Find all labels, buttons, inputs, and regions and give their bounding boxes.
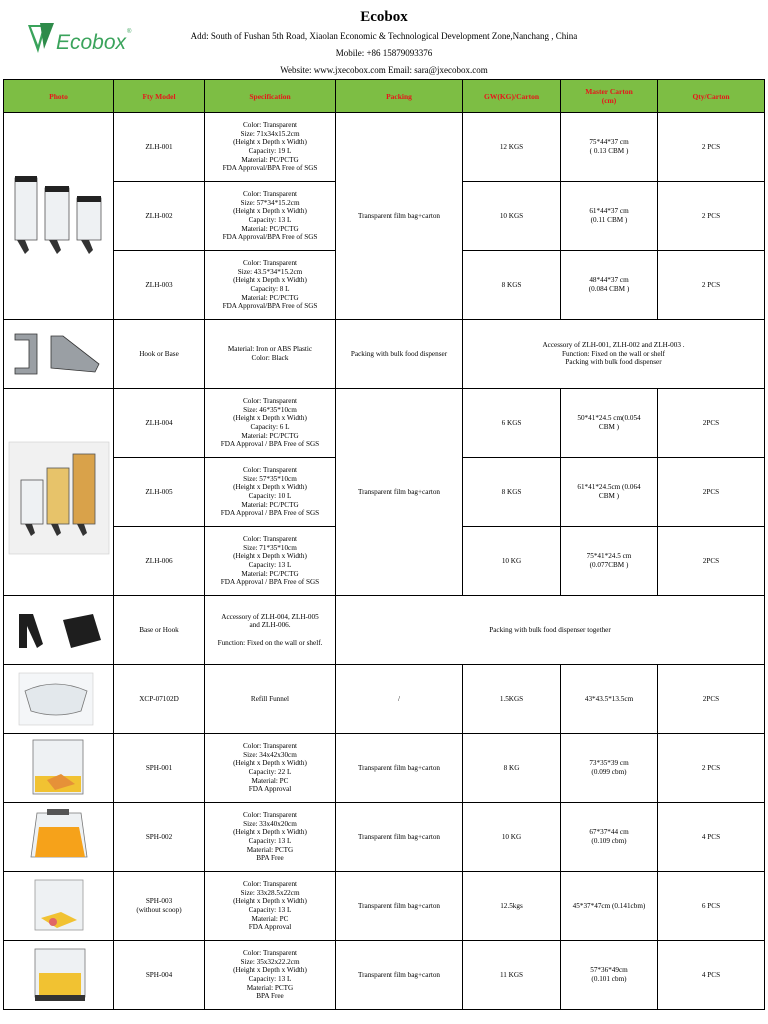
qty-cell: 2 PCS [658,734,765,803]
gw-cell: 11 KGS [463,941,561,1010]
table-row [4,734,765,803]
gw-cell: 6 KGS [463,389,561,458]
gw-cell: 10 KGS [463,182,561,251]
photo-cell-sph-004 [4,941,114,1010]
table-row [4,872,765,941]
spec-cell: Color: Transparent Size: 35x32x22.2cm (Height x Depth x Width) Capacity: 13 L Material: PCTG BPA Free [205,941,336,1010]
spec-cell: Color: Transparent Size: 46*35*10cm (Height x Depth x Width) Capacity: 6 L Material: PC/PCTG FDA Approval / BPA Free of SGS [205,389,336,458]
table-header-row [4,80,765,113]
model-cell: SPH-004 [114,941,205,1010]
company-website-email: Website: www.jxecobox.com Email: sara@jxecobox.com [280,65,488,75]
col-header-photo: Photo [4,80,114,113]
gw-cell: 10 KG [463,527,561,596]
table-row [4,389,765,458]
packing-cell: Transparent film bag+carton [336,734,463,803]
carton-cell: 61*44*37 cm (0.11 CBM ) [561,182,658,251]
model-cell: SPH-003 (without scoop) [114,872,205,941]
packing-cell: Transparent film bag+carton [336,113,463,320]
model-cell: ZLH-002 [114,182,205,251]
svg-text:Ecobox: Ecobox [56,31,127,54]
refill-funnel-image [7,669,111,729]
photo-cell-sph-002 [4,803,114,872]
company-address: Add: South of Fushan 5th Road, Xiaolan Economic & Technological Development Zone,Nanchang , China [190,31,578,41]
scoop-bin-image [7,805,111,869]
spec-cell: Color: Transparent Size: 57*35*10cm (Height x Depth x Width) Capacity: 10 L Material: PC/PCTG FDA Approval / BPA Free of SGS [205,458,336,527]
spec-cell: Accessory of ZLH-004, ZLH-005 and ZLH-006. Function: Fixed on the wall or shelf. [205,596,336,665]
gw-cell: 10 KG [463,803,561,872]
base-hook-image [7,600,111,660]
carton-cell: 57*36*49cm (0.101 cbm) [561,941,658,1010]
packing-cell: Transparent film bag+carton [336,803,463,872]
packing-cell: / [336,665,463,734]
gw-cell: 8 KG [463,734,561,803]
model-cell: Base or Hook [114,596,205,665]
svg-text:®: ® [127,29,132,35]
col-header-carton: Master Carton (cm) [561,80,658,113]
gw-cell: 8 KGS [463,458,561,527]
gw-cell: 8 KGS [463,251,561,320]
company-name: Ecobox [360,9,408,25]
scoop-bin-image [7,736,111,800]
model-cell: ZLH-003 [114,251,205,320]
carton-cell: 61*41*24.5cm (0.064 CBM ) [561,458,658,527]
qty-cell: 2 PCS [658,251,765,320]
table-row [4,665,765,734]
product-table [3,79,765,1010]
photo-cell-base-hook [4,596,114,665]
qty-cell: 4 PCS [658,803,765,872]
spec-cell: Color: Transparent Size: 71x34x15.2cm (Height x Depth x Width) Capacity: 19 L Material: PC/PCTG FDA Approval/BPA Free of SGS [205,113,336,182]
packing-cell: Transparent film bag+carton [336,872,463,941]
carton-cell: 73*35*39 cm (0.099 cbm) [561,734,658,803]
col-header-spec: Specification [205,80,336,113]
carton-cell: 75*41*24.5 cm (0.077CBM ) [561,527,658,596]
col-header-qty: Qty/Carton [658,80,765,113]
model-cell: ZLH-004 [114,389,205,458]
document-header [0,0,768,78]
model-cell: ZLH-006 [114,527,205,596]
spec-cell: Color: Transparent Size: 71*35*10cm (Height x Depth x Width) Capacity: 13 L Material: PC/PCTG FDA Approval / BPA Free of SGS [205,527,336,596]
packing-cell: Transparent film bag+carton [336,941,463,1010]
gw-cell: 1.5KGS [463,665,561,734]
dispenser-set-image [7,116,111,316]
scoop-bin-image [7,874,111,938]
accessory-note-cell: Packing with bulk food dispenser together [336,596,765,665]
qty-cell: 2 PCS [658,182,765,251]
hook-base-image [7,324,111,384]
qty-cell: 2PCS [658,527,765,596]
carton-cell: 75*44*37 cm ( 0.13 CBM ) [561,113,658,182]
table-row [4,941,765,1010]
spec-cell: Refill Funnel [205,665,336,734]
packing-cell: Packing with bulk food dispenser [336,320,463,389]
spec-cell: Color: Transparent Size: 34x42x30cm (Height x Depth x Width) Capacity: 22 L Material: PC FDA Approval [205,734,336,803]
table-row [4,803,765,872]
wall-dispenser-image [7,392,111,592]
col-header-model: Fty Model [114,80,205,113]
qty-cell: 2PCS [658,389,765,458]
packing-cell: Transparent film bag+carton [336,389,463,596]
carton-cell: 67*37*44 cm (0.109 cbm) [561,803,658,872]
photo-cell-zlh-large [4,113,114,320]
model-cell: Hook or Base [114,320,205,389]
table-row [4,596,765,665]
photo-cell-sph-001 [4,734,114,803]
accessory-note-cell: Accessory of ZLH-001, ZLH-002 and ZLH-003 . Function: Fixed on the wall or shelf Packing with bulk food dispenser [463,320,765,389]
spec-cell: Material: Iron or ABS Plastic Color: Black [205,320,336,389]
spec-cell: Color: Transparent Size: 57*34*15.2cm (Height x Depth x Width) Capacity: 13 L Material: PC/PCTG FDA Approval/BPA Free of SGS [205,182,336,251]
photo-cell-funnel [4,665,114,734]
qty-cell: 6 PCS [658,872,765,941]
qty-cell: 4 PCS [658,941,765,1010]
photo-cell-hook-base [4,320,114,389]
model-cell: SPH-001 [114,734,205,803]
scoop-bin-image [7,943,111,1007]
table-row [4,113,765,182]
qty-cell: 2PCS [658,665,765,734]
col-header-packing: Packing [336,80,463,113]
model-cell: ZLH-001 [114,113,205,182]
carton-cell: 43*43.5*13.5cm [561,665,658,734]
qty-cell: 2 PCS [658,113,765,182]
carton-cell: 45*37*47cm (0.141cbm) [561,872,658,941]
carton-cell: 50*41*24.5 cm(0.054 CBM ) [561,389,658,458]
table-row [4,320,765,389]
qty-cell: 2PCS [658,458,765,527]
col-header-gw: GW(KG)/Carton [463,80,561,113]
carton-cell: 48*44*37 cm (0.084 CBM ) [561,251,658,320]
model-cell: SPH-002 [114,803,205,872]
photo-cell-sph-003 [4,872,114,941]
spec-cell: Color: Transparent Size: 33x40x20cm (Height x Depth x Width) Capacity: 13 L Material: PCTG BPA Free [205,803,336,872]
spec-cell: Color: Transparent Size: 43.5*34*15.2cm (Height x Depth x Width) Capacity: 8 L Material: PC/PCTG FDA Approval/BPA Free of SGS [205,251,336,320]
model-cell: XCP-07102D [114,665,205,734]
gw-cell: 12.5kgs [463,872,561,941]
gw-cell: 12 KGS [463,113,561,182]
spec-cell: Color: Transparent Size: 33x28.5x22cm (Height x Depth x Width) Capacity: 13 L Material: PC FDA Approval [205,872,336,941]
model-cell: ZLH-005 [114,458,205,527]
photo-cell-zlh-small [4,389,114,596]
company-mobile: Mobile: +86 15879093376 [335,48,433,58]
